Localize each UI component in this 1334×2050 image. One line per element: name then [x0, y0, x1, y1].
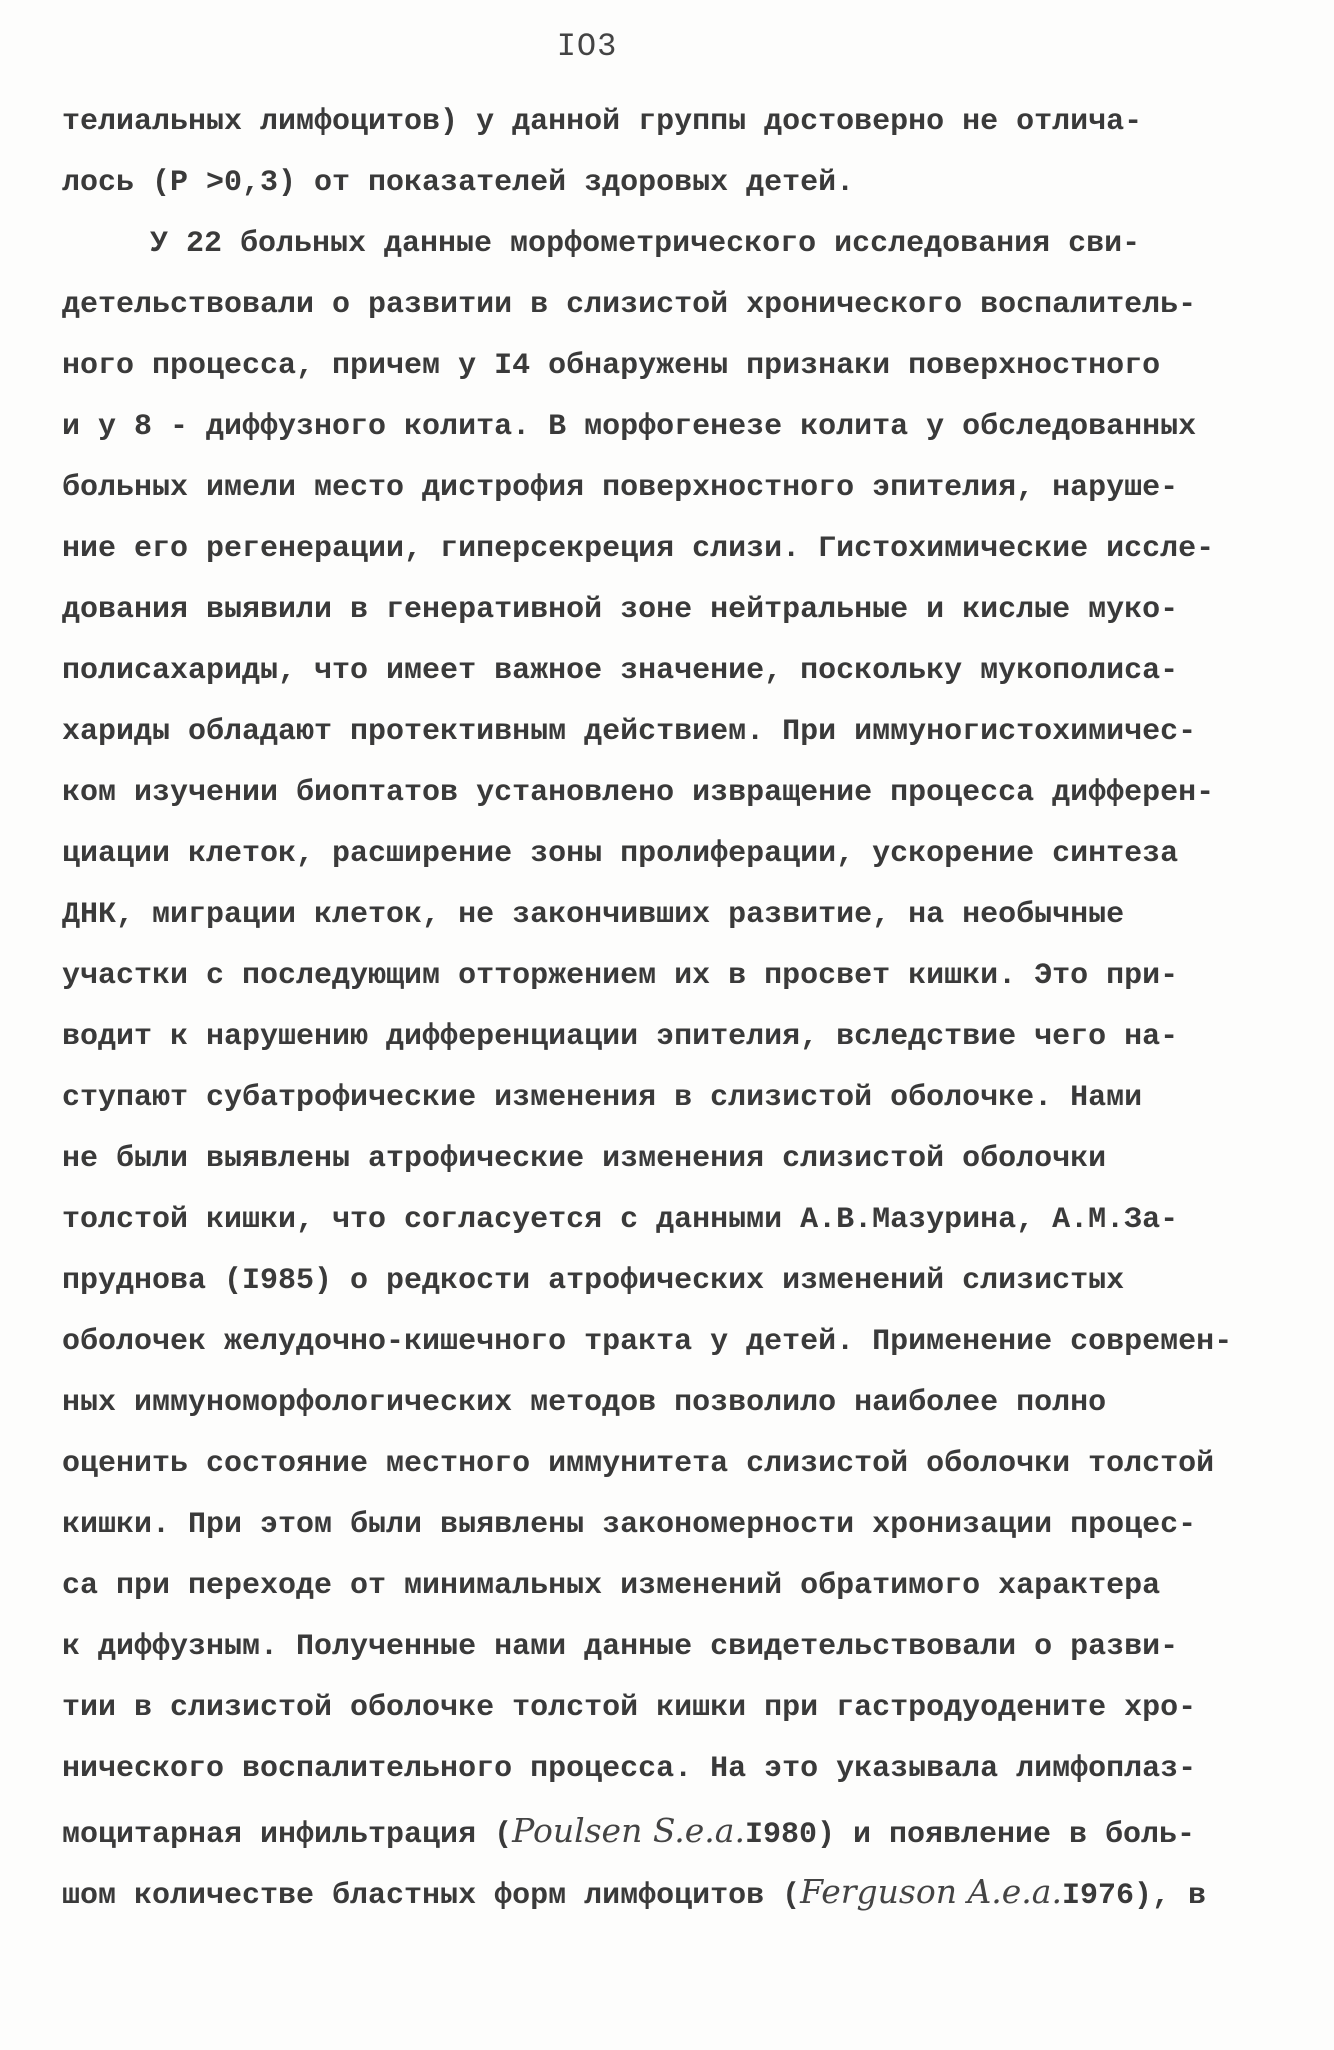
text-line: ступают субатрофические изменения в слизистой оболочке. Нами — [62, 1081, 1143, 1115]
text-line: телиальных лимфоцитов) у данной группы достоверно не отлича- — [62, 105, 1143, 139]
text-line: циации клеток, расширение зоны пролиферации, ускорение синтеза — [62, 837, 1179, 871]
text-line: тии в слизистой оболочке толстой кишки при гастродуодените хро- — [62, 1691, 1197, 1725]
text-line: ного процесса, причем у I4 обнаружены признаки поверхностного — [62, 349, 1161, 383]
text-line: больных имели место дистрофия поверхностного эпителия, наруше- — [62, 471, 1179, 505]
text-line: участки с последующим отторжением их в просвет кишки. Это при- — [62, 959, 1179, 993]
text-line: толстой кишки, что согласуется с данными А.В.Мазурина, А.М.За- — [62, 1203, 1179, 1237]
text-line: к диффузным. Полученные нами данные свидетельствовали о разви- — [62, 1630, 1179, 1664]
text-line: ДНК, миграции клеток, не закончивших развитие, на необычные — [62, 898, 1125, 932]
line-text: шом количестве бластных форм лимфоцитов ( — [62, 1879, 801, 1913]
body-text — [62, 92, 1292, 1922]
text-line: кишки. При этом были выявлены закономерности хронизации процес- — [62, 1508, 1197, 1542]
text-line: нического воспалительного процесса. На это указывала лимфоплаз- — [62, 1752, 1197, 1786]
text-line: ние его регенерации, гиперсекреция слизи. Гистохимические иссле- — [62, 532, 1215, 566]
text-line: детельствовали о развитии в слизистой хронического воспалитель- — [62, 288, 1197, 322]
text-line: са при переходе от минимальных изменений обратимого характера — [62, 1569, 1161, 1603]
text-line-paragraph-start: У 22 больных данные морфометрического исследования сви- — [150, 227, 1141, 261]
line-text-after: I976), в — [1061, 1879, 1206, 1913]
text-line: лось (Р >0,3) от показателей здоровых детей. — [62, 166, 855, 200]
text-line-with-citation — [62, 1861, 1292, 1922]
line-text: моцитарная инфильтрация ( — [62, 1818, 513, 1852]
text-line: хариды обладают протективным действием. При иммуногистохимичес- — [62, 715, 1197, 749]
handwritten-citation-ferguson: Ferguson A.e.a. — [800, 1872, 1062, 1911]
text-line: полисахариды, что имеет важное значение, поскольку мукополиса- — [62, 654, 1179, 688]
text-line: оболочек желудочно-кишечного тракта у детей. Применение современ- — [62, 1325, 1233, 1359]
handwritten-citation-poulsen: Poulsen S.e.a. — [512, 1811, 745, 1850]
text-line: водит к нарушению дифференциации эпителия, вследствие чего на- — [62, 1020, 1179, 1054]
line-text-after: I980) и появление в боль- — [744, 1818, 1196, 1852]
text-line: не были выявлены атрофические изменения слизистой оболочки — [62, 1142, 1107, 1176]
text-line: ных иммуноморфологических методов позволило наиболее полно — [62, 1386, 1107, 1420]
text-line-with-citation — [62, 1800, 1292, 1861]
text-line: и у 8 - диффузного колита. В морфогенезе колита у обследованных — [62, 410, 1197, 444]
text-line: пруднова (I985) о редкости атрофических изменений слизистых — [62, 1264, 1125, 1298]
text-line: ком изучении биоптатов установлено извращение процесса дифферен- — [62, 776, 1215, 810]
text-line: дования выявили в генеративной зоне нейтральные и кислые муко- — [62, 593, 1179, 627]
page-number: IO3 — [556, 28, 618, 65]
text-line: оценить состояние местного иммунитета слизистой оболочки толстой — [62, 1447, 1215, 1481]
